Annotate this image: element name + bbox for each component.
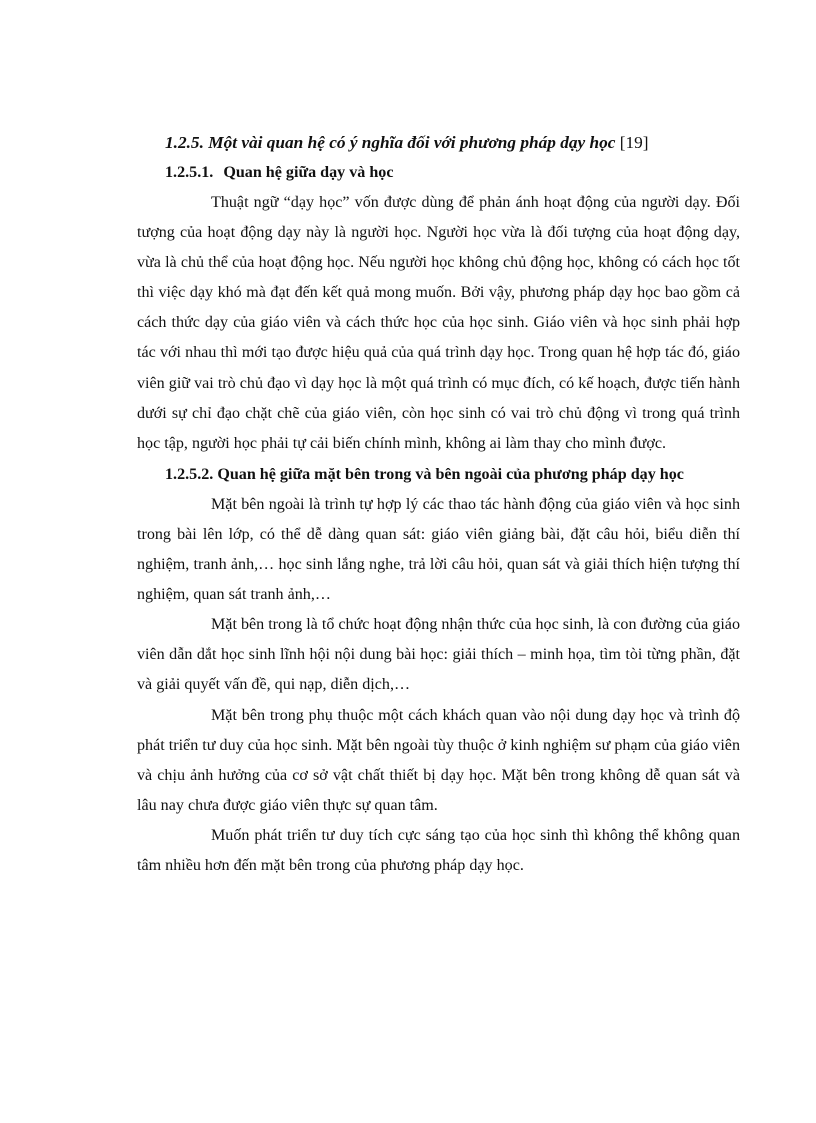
subsection-2-paragraph-4: Muốn phát triển tư duy tích cực sáng tạo của học sinh thì không thể không quan tâm nhiều hơn đến mặt bên trong của phương pháp dạy học. [137, 826, 740, 874]
subsection-2-heading [137, 460, 740, 490]
document-page [137, 128, 740, 881]
subsection-2-number: 1.2.5.2. [165, 465, 214, 483]
subsection-1-paragraph-1: Thuật ngữ “dạy học” vốn được dùng để phản ánh hoạt động của người dạy. Đối tượng của hoạt động dạy này là người học. Người học vừa là đối tượng của hoạt động dạy, vừa là chủ thể của hoạt động học. Nếu người học không chủ động học, không có cách học tốt thì việc dạy khó mà đạt đến kết quả mong muốn. Bởi vậy, phương pháp dạy học bao gồm cả cách thức dạy của giáo viên và cách thức học của học sinh. Giáo viên và học sinh phải hợp tác với nhau thì mới tạo được hiệu quả của quá trình dạy học. Trong quan hệ hợp tác đó, giáo viên giữ vai trò chủ đạo vì dạy học là một quá trình có mục đích, có kế hoạch, được tiến hành dưới sự chỉ đạo chặt chẽ của giáo viên, còn học sinh có vai trò chủ động vì trong quá trình học tập, người học phải tự cải biến chính mình, không ai làm thay cho mình được. [137, 194, 740, 452]
subsection-1-number: 1.2.5.1. [165, 164, 214, 181]
subsection-2-paragraph-2: Mặt bên trong là tổ chức hoạt động nhận thức của học sinh, là con đường của giáo viên dẫn dắt học sinh lĩnh hội nội dung bài học: giải thích – minh họa, tìm tòi từng phần, đặt và giải quyết vấn đề, qui nạp, diễn dịch,… [137, 616, 740, 694]
subsection-1-title: Quan hệ giữa dạy và học [223, 164, 394, 181]
subsection-2-paragraph-1: Mặt bên ngoài là trình tự hợp lý các thao tác hành động của giáo viên và học sinh trong bài lên lớp, có thể dễ dàng quan sát: giáo viên giảng bài, đặt câu hỏi, biểu diễn thí nghiệm, tranh ảnh,… học sinh lắng nghe, trả lời câu hỏi, quan sát và giải thích hiện tượng thí nghiệm, quan sát tranh ảnh,… [137, 495, 740, 604]
section-heading-text: 1.2.5. Một vài quan hệ có ý nghĩa đối với phương pháp dạy học [165, 133, 616, 152]
section-heading [137, 128, 740, 158]
subsection-1-heading [137, 158, 740, 188]
section-citation: [19] [619, 133, 649, 152]
subsection-2-title: Quan hệ giữa mặt bên trong và bên ngoài của phương pháp dạy học [217, 465, 684, 483]
subsection-2-paragraph-3: Mặt bên trong phụ thuộc một cách khách quan vào nội dung dạy học và trình độ phát triển tư duy của học sinh. Mặt bên ngoài tùy thuộc ở kinh nghiệm sư phạm của giáo viên và chịu ảnh hưởng của cơ sở vật chất thiết bị dạy học. Mặt bên trong không dễ quan sát và lâu nay chưa được giáo viên thực sự quan tâm. [137, 706, 740, 814]
